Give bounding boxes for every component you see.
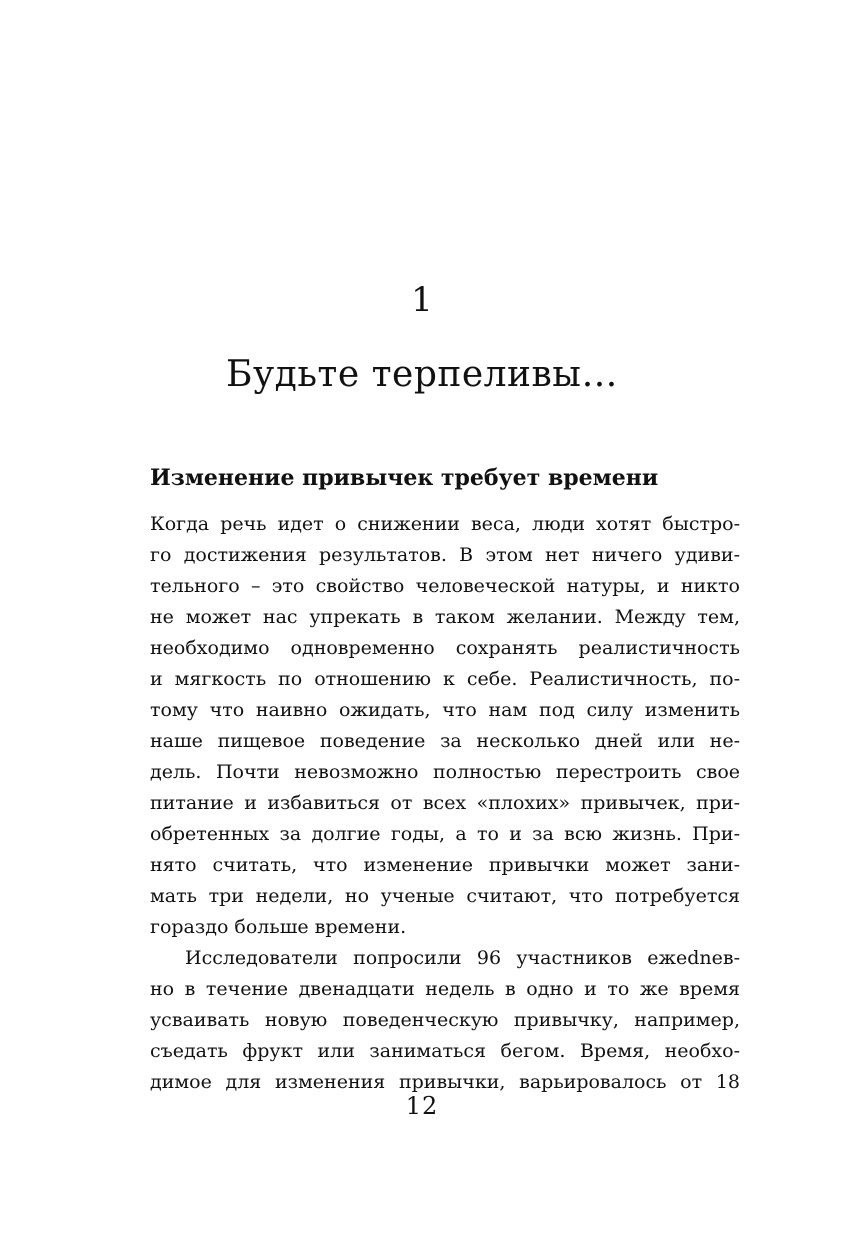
body-text bbox=[150, 509, 740, 1098]
text-line: усваивать новую поведенческую привычку, например, bbox=[150, 1009, 740, 1031]
text-line: димое для изменения привычки, варьировалось от 18 bbox=[150, 1071, 740, 1093]
chapter-title: Будьте терпеливы… bbox=[226, 354, 618, 395]
text-line: Исследователи попросили 96 участников ежednев- bbox=[185, 947, 740, 969]
text-line: не может нас упрекать в таком желании. Между тем, bbox=[150, 606, 740, 628]
text-line: нято считать, что изменение привычки может зани- bbox=[150, 854, 740, 876]
text-line: но в течение двенадцати недель в одно и то же время bbox=[150, 978, 740, 1000]
page-number: 12 bbox=[405, 1092, 439, 1120]
section-heading: Изменение привычек требует времени bbox=[150, 465, 659, 491]
text-line: тельного – это свойство человеческой натуры, и никто bbox=[150, 575, 740, 597]
text-line: гораздо больше времени. bbox=[150, 916, 407, 938]
paragraph-1 bbox=[150, 509, 740, 943]
text-line: необходимо одновременно сохранять реалистичность bbox=[150, 637, 740, 659]
text-line: питание и избавиться от всех «плохих» привычек, при- bbox=[150, 792, 740, 814]
text-line: обретенных за долгие годы, а то и за всю жизнь. При- bbox=[150, 823, 740, 845]
paragraph-2 bbox=[150, 943, 740, 1098]
text-line: дель. Почти невозможно полностью перестроить свое bbox=[150, 761, 740, 783]
text-line: Когда речь идет о снижении веса, люди хотят быстро- bbox=[150, 513, 740, 535]
text-line: съедать фрукт или заниматься бегом. Время, необхо- bbox=[150, 1040, 740, 1062]
text-line: и мягкость по отношению к себе. Реалистичность, по- bbox=[150, 668, 740, 690]
text-line: мать три недели, но ученые считают, что потребуется bbox=[150, 885, 740, 907]
text-line: наше пищевое поведение за несколько дней или не- bbox=[150, 730, 740, 752]
text-line: го достижения результатов. В этом нет ничего удиви- bbox=[150, 544, 740, 566]
chapter-number: 1 bbox=[411, 280, 433, 320]
text-line: тому что наивно ожидать, что нам под силу изменить bbox=[150, 699, 740, 721]
